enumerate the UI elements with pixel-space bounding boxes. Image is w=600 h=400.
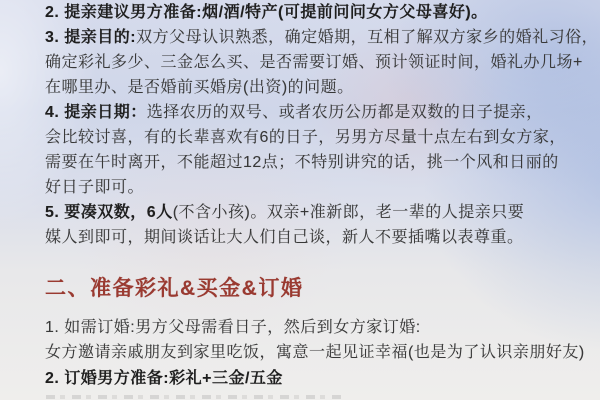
list-item-5: [45, 204, 524, 222]
clipped-text-line: [46, 395, 346, 399]
list-item-bold: 5. 要凑双数，6人: [45, 204, 173, 221]
list-item-3-wrap-2: [45, 79, 354, 97]
list-item-bold: 3. 提亲目的:: [45, 29, 137, 46]
list-item-text: 女方邀请亲戚朋友到家里吃饭，寓意一起见证幸福(也是为了认识亲朋好友): [45, 344, 585, 361]
list-item-3: [45, 29, 598, 47]
list-item-s2-2: [45, 370, 283, 388]
list-item-text: 需要在午时离开，不能超过12点；不特别讲究的话，挑一个风和日丽的: [45, 154, 559, 171]
list-item-text: 确定彩礼多少、三金怎么买、是否需要订婚、预计领证时间，婚礼办几场+: [45, 54, 583, 71]
list-item-text: 会比较讨喜，有的长辈喜欢有6的日子，另男方尽量十点左右到女方家，: [45, 129, 566, 146]
list-item-text: 在哪里办、是否婚前买婚房(出资)的问题。: [45, 79, 354, 96]
section-heading: 二、准备彩礼&买金&订婚: [45, 277, 304, 300]
list-item-4-wrap-3: [45, 179, 144, 197]
list-item-bold: 2. 提亲建议男方准备:烟/酒/特产(可提前问问女方父母喜好)。: [45, 4, 488, 21]
list-item-4: [45, 104, 543, 122]
list-item-bold: 2. 订婚男方准备:彩礼+三金/五金: [45, 370, 283, 387]
list-item-s2-1-wrap-1: [45, 344, 585, 362]
list-item-bold: 4. 提亲日期：: [45, 104, 147, 121]
list-item-3-wrap-1: [45, 54, 583, 72]
list-item-text: 好日子即可。: [45, 179, 145, 196]
list-item-4-wrap-2: [45, 154, 559, 172]
list-item-text: 双方父母认识熟悉，确定婚期，互相了解双方家乡的婚礼习俗，: [136, 29, 599, 46]
list-item-s2-1: [45, 319, 421, 337]
list-item-text: 1. 如需订婚:男方父母需看日子，然后到女方家订婚:: [45, 319, 421, 336]
list-item-text: 选择农历的双号、或者农历公历都是双数的日子提亲，: [146, 104, 543, 121]
list-item-4-wrap-1: [45, 129, 566, 147]
list-item-2: [45, 4, 488, 22]
list-item-text: 媒人到即可，期间谈话让大人们自己谈，新人不要插嘴以表尊重。: [45, 229, 524, 246]
list-item-text: (不含小孩)。双亲+准新郎，老一辈的人提亲只要: [172, 204, 525, 221]
list-item-5-wrap-1: [45, 229, 524, 247]
